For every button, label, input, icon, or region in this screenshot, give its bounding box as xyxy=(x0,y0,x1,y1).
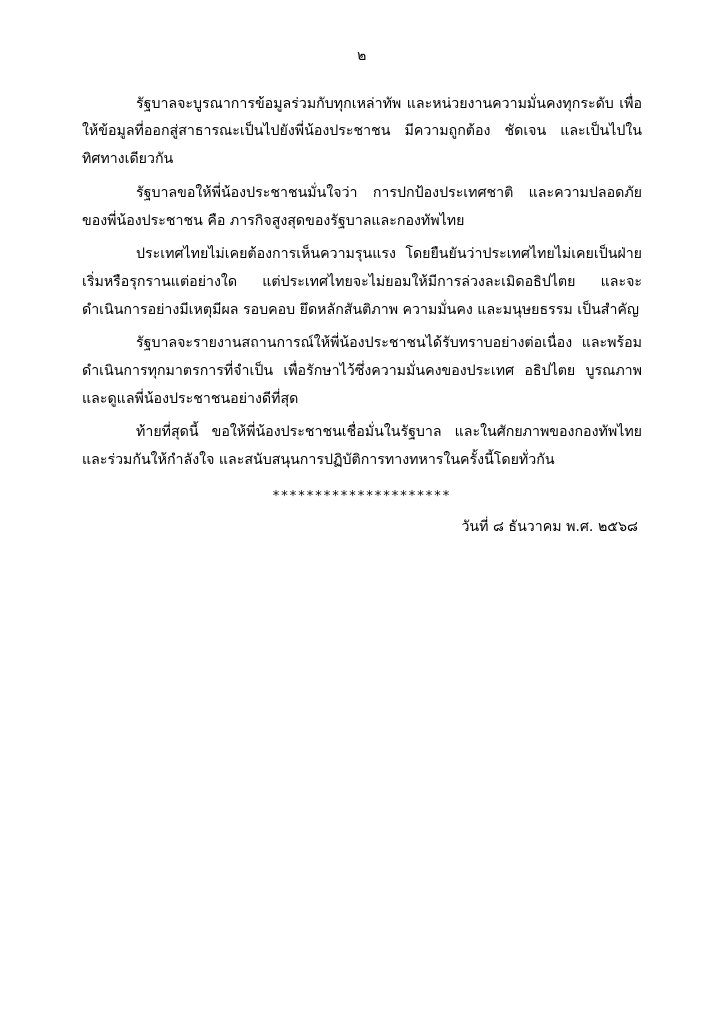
paragraph-4: รัฐบาลจะรายงานสถานการณ์ให้พี่น้องประชาชนได้รับทราบอย่างต่อเนื่อง และพร้อมดำเนินการทุกมาตรการที่จำเป็น เพื่อรักษาไว้ซึ่งความมั่นคงของประเทศ อธิปไตย บูรณภาพ และดูแลพี่น้องประชาชนอย่างดีที่สุด xyxy=(82,335,642,407)
asterisk-divider: ********************* xyxy=(272,488,452,504)
paragraph-2: รัฐบาลขอให้พี่น้องประชาชนมั่นใจว่า การปกป้องประเทศชาติ และความปลอดภัยของพี่น้องประชาชน คือ ภารกิจสูงสุดของรัฐบาลและกองทัพไทย xyxy=(82,184,642,229)
document-body xyxy=(82,91,642,475)
paragraph-1: รัฐบาลจะบูรณาการข้อมูลร่วมกับทุกเหล่าทัพ และหน่วยงานความมั่นคงทุกระดับ เพื่อให้ข้อมูลที่ออกสู่สาธารณะเป็นไปยังพี่น้องประชาชน มีความถูกต้อง ชัดเจน และเป็นไปในทิศทางเดียวกัน xyxy=(82,95,642,168)
paragraph-5: ท้ายที่สุดนี้ ขอให้พี่น้องประชาชนเชื่อมั่นในรัฐบาล และในศักยภาพของกองทัพไทย และร่วมกันให้กำลังใจ และสนับสนุนการปฏิบัติการทางทหารในครั้งนี้โดยทั่วกัน xyxy=(82,424,642,469)
paragraph-3: ประเทศไทยไม่เคยต้องการเห็นความรุนแรง โดยยืนยันว่าประเทศไทยไม่เคยเป็นฝ่ายเริ่มหรือรุกรานแต่อย่างใด แต่ประเทศไทยจะไม่ยอมให้มีการล่วงละเมิดอธิปไตย และจะดำเนินการอย่างมีเหตุมีผล รอบคอบ ยึดหลักสันติภาพ ความมั่นคง และมนุษยธรรม เป็นสำคัญ xyxy=(82,246,642,318)
document-date: วันที่ ๘ ธันวาคม พ.ศ. ๒๕๖๘ xyxy=(461,518,638,535)
page-number: ๒ xyxy=(357,48,367,64)
